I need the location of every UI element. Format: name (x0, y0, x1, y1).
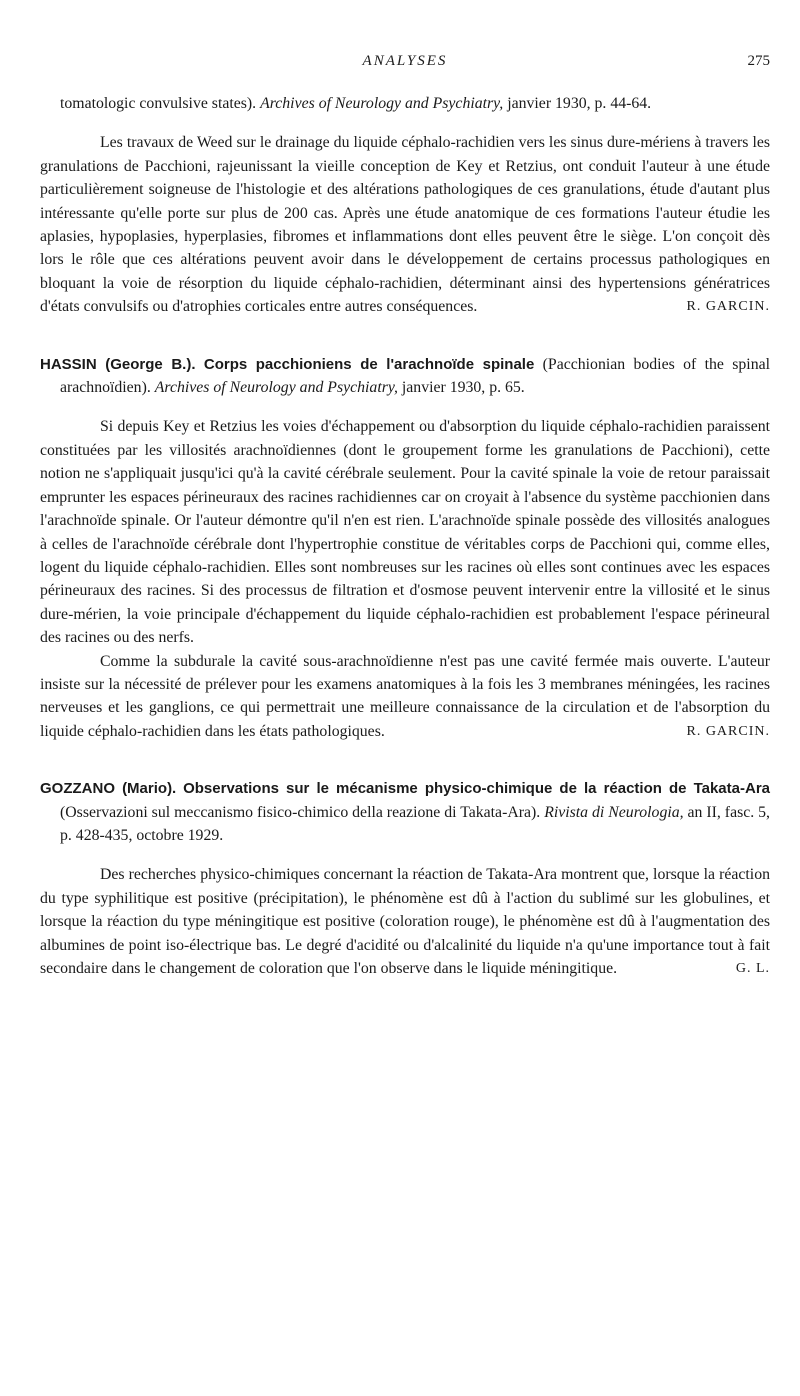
article-2-paragraph-2 (40, 650, 770, 744)
article-1-journal: Archives of Neurology and Psychiatry, (260, 95, 504, 112)
article-3-body (40, 863, 770, 980)
article-3 (40, 777, 770, 980)
article-1-body-text: Les travaux de Weed sur le drainage du liquide céphalo-rachidien vers les sinus dure-mériens à travers les granulations de Pacchioni, rajeunissant la vieille conception de Key et Retzius, ont conduit l'auteur à une étude particulièrement soigneuse de l'histologie et des altérations pathologiques de ces granulations, étude d'autant plus intéressante qu'elle porte sur plus de 200 cas. Après une étude anatomique de ces formations l'auteur étudie les aplasies, hypoplasies, hyperplasies, fibromes et inflammations dont elles peuvent être le siège. L'on conçoit dès lors le rôle que ces altérations peuvent avoir dans le développement de certains processus pathologiques en bloquant la voie de résorption du liquide céphalo-rachidien, déterminant ainsi des hypertensions génératrices d'états convulsifs ou d'atrophies corticales entre autres conséquences. (40, 134, 770, 316)
article-1 (40, 92, 770, 319)
article-3-subtitle: (Osservazioni sul meccanismo fisico-chimico della reazione di Takata-Ara). (60, 803, 541, 821)
article-1-reference-tail (40, 92, 770, 115)
article-3-journal: Rivista di Neurologia, (544, 803, 684, 821)
article-1-body (40, 131, 770, 318)
article-2-paragraph-1: Si depuis Key et Retzius les voies d'échappement ou d'absorption du liquide céphalo-rachidien paraissent constituées par les villosités arachnoïdiennes (dont le groupement forme les granulations de Pacchioni), cette notion ne s'appliquait jusqu'ici qu'à la cavité cérébrale seulement. Pour la cavité spinale la voie de retour paraissait emprunter les espaces périneuraux des racines rachidiennes car on croyait à l'absence du système pacchionien dans l'arachnoïde spinale. Or l'auteur démontre qu'il n'en est rien. L'arachnoïde spinale possède des villosités analogues à celles de l'arachnoïde cérébrale dont l'hypertrophie constitue de véritables corps de Pacchioni qui, comme elles, logent du liquide céphalo-rachidien. Elles sont nombreuses sur les racines où elles sont continues avec les espaces périneuraux des racines. Si des processus de filtration et d'osmose peuvent intervenir entre la villosité et le sinus dure-mérien, la voie principale d'échappement du liquide céphalo-rachidien est probablement l'espace périneural des racines ou des nerfs. (40, 418, 770, 647)
page-number: 275 (747, 53, 770, 69)
article-2-date-pages: janvier 1930, p. 65. (401, 379, 525, 397)
article-3-body-text: Des recherches physico-chimiques concernant la réaction de Takata-Ara montrent que, lorsque la réaction du type syphilitique est positive (précipitation), le phénomène est dû à l'action du sublimé sur les globulines, et lorsque la réaction du type méningitique est positive (coloration rouge), le phénomène est dû à l'augmentation des albumines de point iso-électrique bas. Le degré d'acidité ou d'alcalinité du liquide n'a qu'une importance tout à fait secondaire dans le changement de coloration que l'on observe dans le liquide méningitique. (40, 866, 770, 977)
article-2-subtitle: (Pacchionian bodies of the spinal arachnoïdien). (60, 355, 770, 397)
page-header (40, 53, 770, 75)
article-3-date-pages: an II, fasc. 5, p. 428-435, octobre 1929. (60, 803, 770, 844)
page-content (40, 92, 770, 980)
article-2-paragraph-2-text: Comme la subdurale la cavité sous-arachnoïdienne n'est pas une cavité fermée mais ouverte. L'auteur insiste sur la nécessité de prélever pour les examens anatomiques à la fois les 3 membranes méningées, les racines nerveuses et les ganglions, ce qui permettrait une meilleure connaissance de la circulation et de l'absorption du liquide céphalo-rachidien dans les états pathologiques. (40, 652, 770, 740)
running-head: ANALYSES (362, 53, 448, 69)
article-3-heading (40, 777, 770, 847)
article-2-author: HASSIN (George B.). (40, 355, 196, 373)
article-2-heading (40, 353, 770, 400)
article-2-signature: R. GARCIN. (686, 723, 770, 739)
article-3-signature: G. L. (735, 961, 770, 976)
article-1-signature: R. GARCIN. (686, 299, 770, 315)
article-2 (40, 353, 770, 744)
article-2-journal: Archives of Neurology and Psychiatry, (154, 379, 398, 397)
article-3-author: GOZZANO (Mario). (40, 780, 177, 798)
article-3-title: Observations sur le mécanisme physico-chimique de la réaction de Takata-Ara (183, 780, 770, 798)
article-1-continuation: tomatologic convulsive states). (60, 95, 257, 112)
article-1-date-pages: janvier 1930, p. 44-64. (507, 95, 652, 112)
article-2-title: Corps pacchioniens de l'arachnoïde spinale (203, 355, 535, 373)
